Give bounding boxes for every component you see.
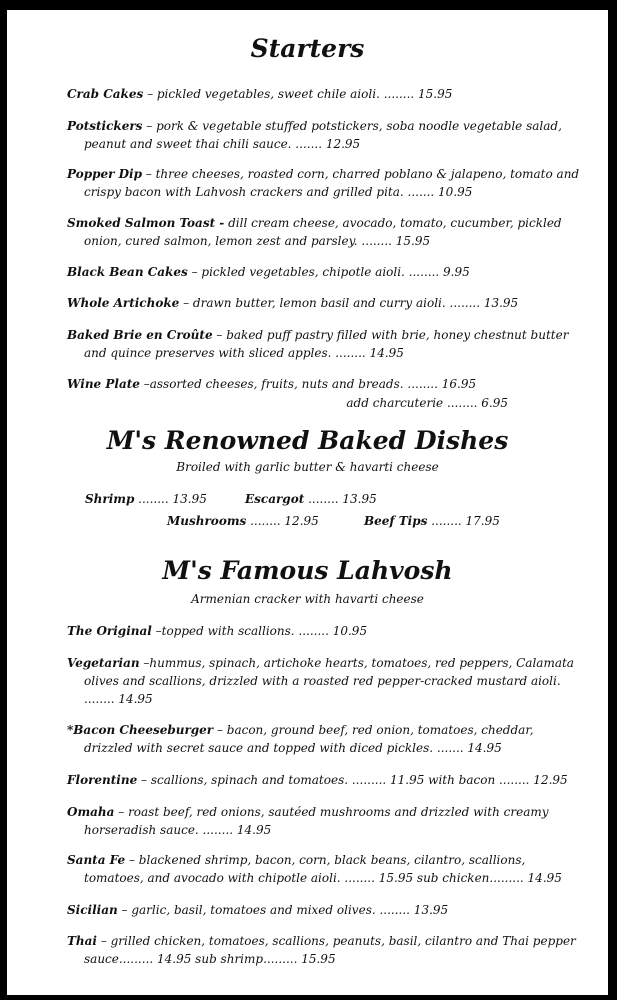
- baked-item-escargot: [245, 490, 377, 508]
- item-name: Mushrooms: [167, 514, 247, 528]
- item-desc: – bacon, ground beef, red onion, tomatoes, cheddar, drizzled with secret sauce and topped with diced pickles. ....... 14.95: [84, 723, 534, 755]
- lahvosh-title: M's Famous Lahvosh: [162, 556, 453, 585]
- lahvosh-item-bacon-cheeseburger: [67, 721, 584, 757]
- item-name: The Original: [67, 624, 152, 638]
- lahvosh-item-vegetarian: [67, 654, 584, 708]
- lahvosh-item-sicilian: [67, 901, 584, 919]
- item-name: Beef Tips: [364, 514, 428, 528]
- item-desc: – roast beef, red onions, sautéed mushrooms and drizzled with creamy horseradish sauce. ........ 14.95: [84, 805, 549, 837]
- item-name: Shrimp: [85, 492, 135, 506]
- baked-dishes-subtitle: Broiled with garlic butter & havarti cheese: [176, 460, 439, 474]
- menu-item-popper-dip: [67, 165, 584, 201]
- menu-page: [7, 10, 608, 995]
- menu-item-whole-artichoke: [67, 294, 584, 312]
- item-name: Black Bean Cakes: [67, 265, 188, 279]
- item-price: ........ 13.95: [134, 492, 207, 506]
- item-name: Wine Plate: [67, 377, 140, 391]
- item-desc: – garlic, basil, tomatoes and mixed olives. ........ 13.95: [117, 903, 449, 917]
- item-desc: – baked puff pastry filled with brie, honey chestnut butter and quince preserves with sliced apples. ........ 14.95: [84, 328, 569, 360]
- menu-item-crab-cakes: [67, 85, 584, 103]
- item-name: Smoked Salmon Toast -: [67, 216, 225, 230]
- item-desc: –hummus, spinach, artichoke hearts, tomatoes, red peppers, Calamata olives and scallions, drizzled with a roasted red pepper-cracked mustard aioli. ........ 14.95: [84, 656, 574, 706]
- item-desc: – grilled chicken, tomatoes, scallions, peanuts, basil, cilantro and Thai pepper sauce......... 14.95 sub shrimp......... 15.95: [84, 934, 576, 966]
- item-name: Baked Brie en Croûte: [67, 328, 213, 342]
- item-desc: – drawn butter, lemon basil and curry aioli. ........ 13.95: [179, 296, 519, 310]
- lahvosh-item-original: [67, 622, 584, 640]
- item-name: Sicilian: [67, 903, 118, 917]
- item-price: ........ 17.95: [427, 514, 500, 528]
- lahvosh-subtitle: Armenian cracker with havarti cheese: [191, 592, 424, 606]
- menu-item-wine-plate: [67, 375, 584, 393]
- baked-item-shrimp: [85, 490, 207, 508]
- menu-item-baked-brie: [67, 326, 584, 362]
- item-price: ........ 13.95: [304, 492, 377, 506]
- lahvosh-item-florentine: [67, 771, 584, 789]
- item-desc: – pickled vegetables, chipotle aioli. ........ 9.95: [187, 265, 470, 279]
- lahvosh-item-thai: [67, 932, 584, 968]
- item-desc: –assorted cheeses, fruits, nuts and breads. ........ 16.95: [139, 377, 477, 391]
- item-desc: – pork & vegetable stuffed potstickers, soba noodle vegetable salad, peanut and sweet thai chili sauce. ....... 12.95: [84, 119, 562, 151]
- lahvosh-item-omaha: [67, 803, 584, 839]
- item-name: Potstickers: [67, 119, 143, 133]
- menu-item-potstickers: [67, 117, 584, 153]
- item-desc: –topped with scallions. ........ 10.95: [151, 624, 368, 638]
- item-name: Whole Artichoke: [67, 296, 180, 310]
- baked-item-beef-tips: [364, 512, 500, 530]
- lahvosh-item-santa-fe: [67, 851, 584, 887]
- item-name: Popper Dip: [67, 167, 142, 181]
- wine-plate-addon: add charcuterie ........ 6.95: [346, 396, 508, 410]
- item-name: Thai: [67, 934, 97, 948]
- menu-item-black-bean-cakes: [67, 263, 584, 281]
- item-desc: – pickled vegetables, sweet chile aioli. ........ 15.95: [143, 87, 453, 101]
- item-name: Crab Cakes: [67, 87, 144, 101]
- item-name: Santa Fe: [67, 853, 126, 867]
- item-name: *Bacon Cheeseburger: [67, 723, 214, 737]
- baked-dishes-title: M's Renowned Baked Dishes: [106, 426, 509, 455]
- item-desc: – three cheeses, roasted corn, charred poblano & jalapeno, tomato and crispy bacon with Lahvosh crackers and grilled pita. ....... 10.95: [84, 167, 580, 199]
- item-name: Florentine: [67, 773, 138, 787]
- item-desc: – blackened shrimp, bacon, corn, black beans, cilantro, scallions, tomatoes, and avocado with chipotle aioli. ........ 15.95 sub chicken......... 14.95: [84, 853, 562, 885]
- item-name: Vegetarian: [67, 656, 140, 670]
- item-desc: dill cream cheese, avocado, tomato, cucumber, pickled onion, cured salmon, lemon zest and parsley. ........ 15.95: [84, 216, 562, 248]
- starters-title: Starters: [250, 34, 365, 63]
- item-desc: – scallions, spinach and tomatoes. ......... 11.95 with bacon ........ 12.95: [137, 773, 568, 787]
- item-name: Escargot: [245, 492, 305, 506]
- item-name: Omaha: [67, 805, 115, 819]
- item-price: ........ 12.95: [246, 514, 319, 528]
- baked-item-mushrooms: [167, 512, 319, 530]
- menu-item-smoked-salmon-toast: [67, 214, 584, 250]
